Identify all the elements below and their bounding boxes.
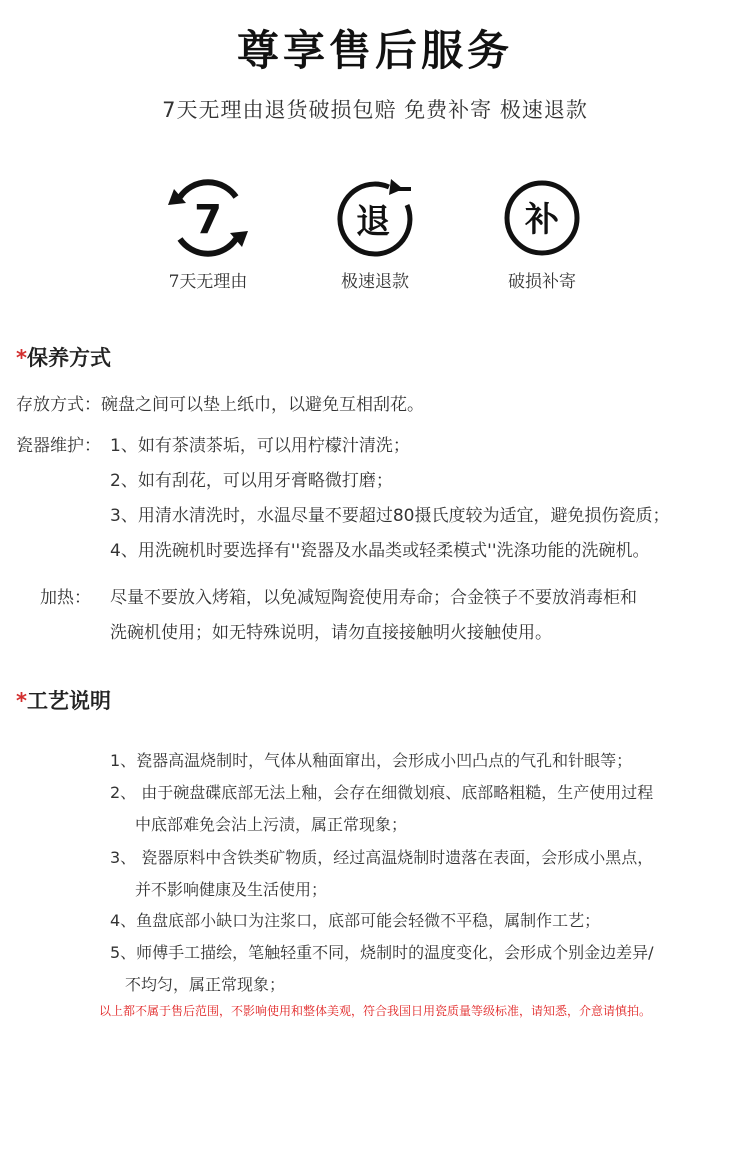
maintenance-item: 2、如有刮花，可以用牙膏略微打磨；: [110, 471, 393, 491]
refund-icon: [327, 175, 423, 261]
craft-title-text: 工艺说明: [26, 689, 111, 713]
seven-day-icon: [160, 175, 256, 261]
heating-line: 尽量不要放入烤箱，以免减短陶瓷使用寿命；合金筷子不要放消毒柜和: [110, 588, 637, 608]
craft-section-title: [16, 685, 111, 715]
craft-line: 并不影响健康及生活使用；: [135, 880, 328, 899]
craft-line: 3、 瓷器原料中含铁类矿物质，经过高温烧制时遗落在表面，会形成小黑点，: [110, 848, 654, 867]
craft-line: 5、师傅手工描绘，笔触轻重不同，烧制时的温度变化，会形成个别金边差异/: [110, 943, 654, 962]
maintenance-item: 3、用清水清洗时，水温尽量不要超过80摄氏度较为适宜，避免损伤瓷质；: [110, 506, 670, 526]
refund-caption: 极速退款: [341, 272, 409, 292]
craft-line: 中底部难免会沾上污渍，属正常现象；: [135, 815, 408, 834]
page-title: 尊享售后服务: [236, 26, 513, 75]
care-section-title: [16, 342, 111, 372]
heating-line: 洗碗机使用；如无特殊说明，请勿直接接触明火接触使用。: [110, 623, 552, 643]
notice-text: 以上都不属于售后范围，不影响使用和整体美观，符合我国日用瓷质量等级标准，请知悉，介意请慎拍。: [98, 1004, 651, 1018]
replacement-icon: [494, 175, 590, 261]
service-refund: [300, 175, 450, 292]
maintenance-label: 瓷器维护：: [16, 436, 101, 456]
refund-glyph: 退: [356, 202, 390, 242]
craft-line: 2、 由于碗盘碟底部无法上釉，会存在细微划痕、底部略粗糙，生产使用过程: [110, 783, 654, 802]
care-title-text: 保养方式: [26, 346, 111, 370]
service-seven-day: [133, 175, 283, 292]
seven-day-glyph: 7: [194, 197, 222, 243]
maintenance-item: 4、用洗碗机时要选择有''瓷器及水晶类或轻柔模式''洗涤功能的洗碗机。: [110, 541, 650, 561]
storage-line: 存放方式：碗盘之间可以垫上纸巾，以避免互相刮花。: [16, 395, 424, 415]
maintenance-item: 1、如有茶渍茶垢，可以用柠檬汁清洗；: [110, 436, 410, 456]
craft-star: *: [16, 689, 27, 713]
craft-line: 4、鱼盘底部小缺口为注浆口，底部可能会轻微不平稳，属制作工艺；: [110, 911, 601, 930]
service-replacement: [467, 175, 617, 292]
seven-day-caption: 7天无理由: [168, 272, 248, 292]
replacement-glyph: 补: [525, 200, 559, 240]
replacement-caption: 破损补寄: [508, 272, 576, 292]
craft-line: 不均匀，属正常现象；: [125, 975, 286, 994]
care-star: *: [16, 346, 27, 370]
page-subtitle: 7天无理由退货破损包赔 免费补寄 极速退款: [162, 98, 588, 122]
heating-label: 加热：: [40, 588, 91, 608]
craft-line: 1、瓷器高温烧制时，气体从釉面窜出，会形成小凹凸点的气孔和针眼等；: [110, 751, 633, 770]
